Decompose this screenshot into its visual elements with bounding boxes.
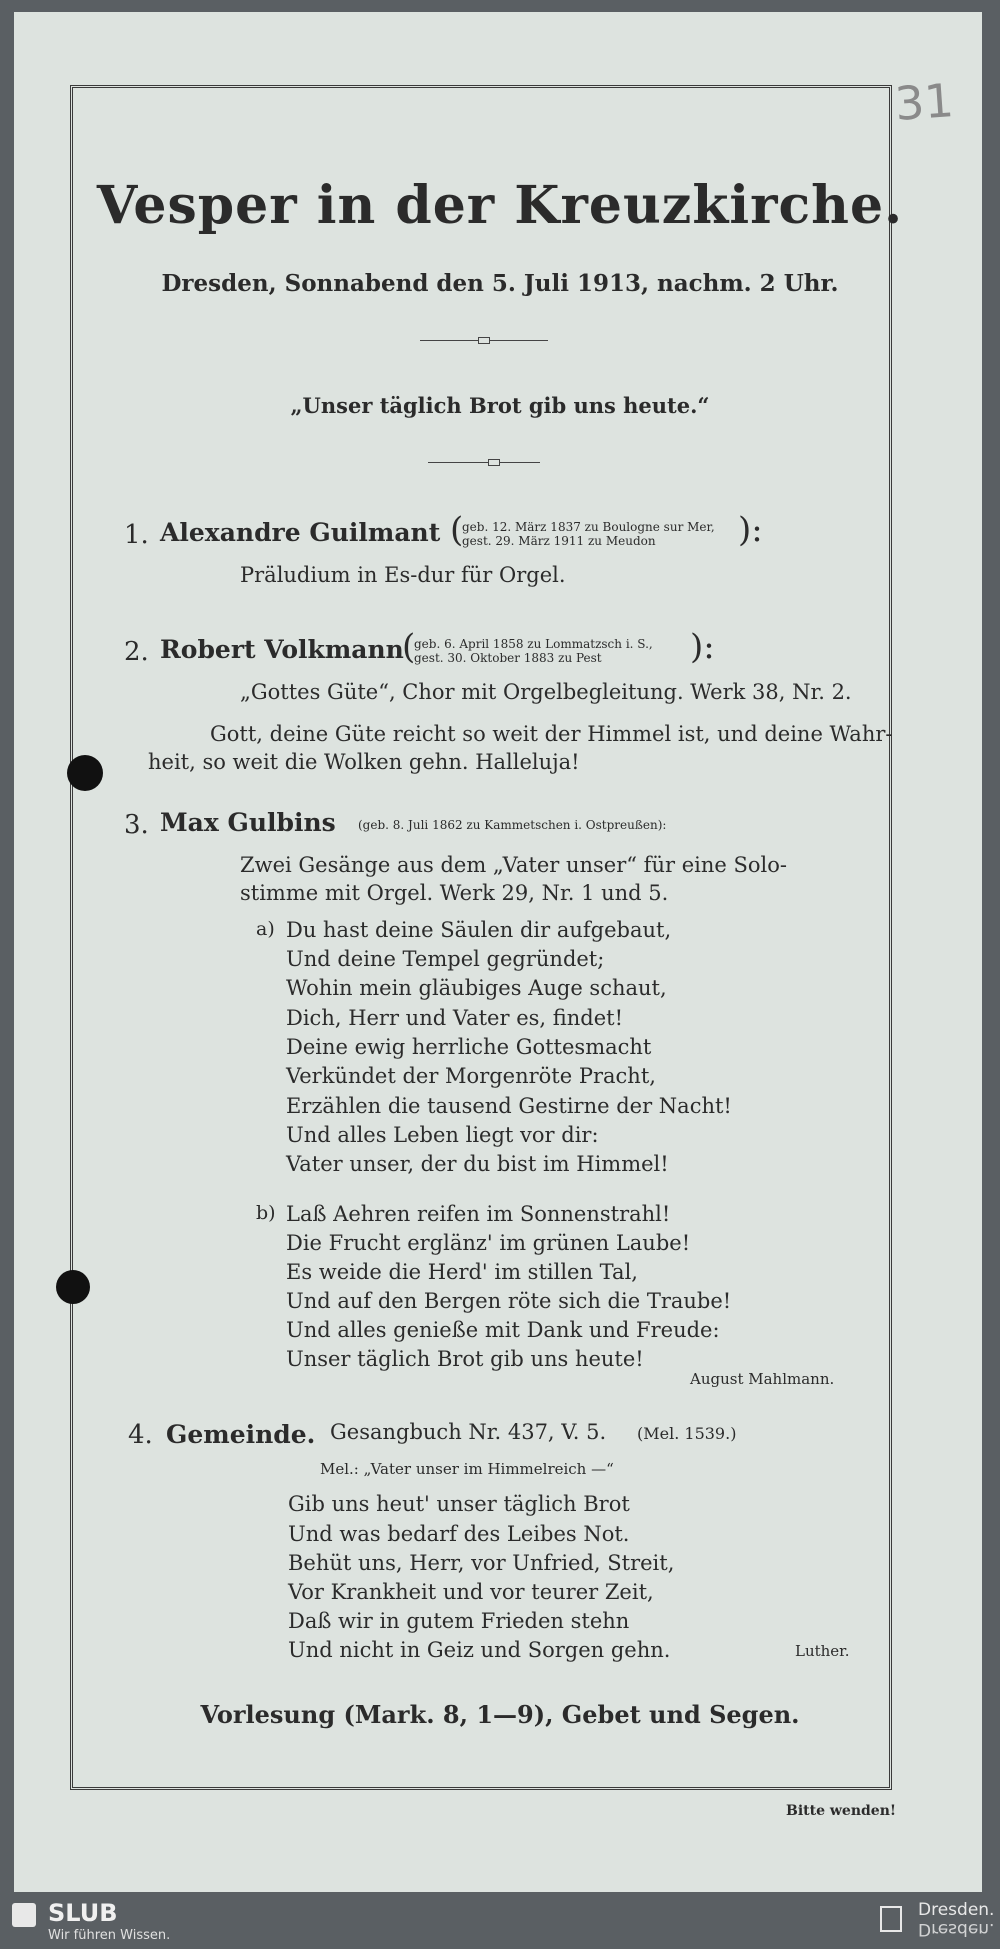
partner-name-mirrored: Dresden. bbox=[918, 1919, 995, 1939]
composer-life-line: gest. 29. März 1911 zu Meudon bbox=[462, 534, 656, 548]
slub-tagline: Wir führen Wissen. bbox=[48, 1928, 171, 1943]
hymn-line: Und nicht in Geiz und Sorgen gehn. bbox=[288, 1638, 671, 1662]
song-label: a) bbox=[256, 918, 275, 940]
work-title-line: stimme mit Orgel. Werk 29, Nr. 1 und 5. bbox=[240, 881, 669, 905]
composer-life-line: (geb. 8. Juli 1862 zu Kammetschen i. Ostpreußen): bbox=[358, 818, 667, 832]
ornament-divider bbox=[428, 462, 540, 463]
song-line: Deine ewig herrliche Gottesmacht bbox=[286, 1035, 652, 1059]
composer-name: Max Gulbins bbox=[160, 808, 336, 837]
song-label: b) bbox=[256, 1202, 276, 1224]
page-title: Vesper in der Kreuzkirche. bbox=[96, 175, 904, 236]
punch-hole-top bbox=[67, 755, 103, 791]
song-line: Laß Aehren reifen im Sonnenstrahl! bbox=[286, 1202, 671, 1226]
paren-close: ): bbox=[690, 627, 715, 667]
composer-life-line: geb. 6. April 1858 zu Lommatzsch i. S., bbox=[414, 637, 653, 651]
paren-open: ( bbox=[402, 627, 416, 667]
song-line: Wohin mein gläubiges Auge schaut, bbox=[286, 976, 667, 1000]
hymn-line: Vor Krankheit und vor teurer Zeit, bbox=[288, 1580, 654, 1604]
melody-number: (Mel. 1539.) bbox=[637, 1424, 737, 1443]
paren-close: ): bbox=[738, 510, 763, 550]
partner-name[interactable]: Dresden. bbox=[918, 1900, 995, 1920]
event-date-line: Dresden, Sonnabend den 5. Juli 1913, nachm. 2 Uhr. bbox=[161, 270, 839, 297]
song-line: Und auf den Bergen röte sich die Traube! bbox=[286, 1289, 732, 1313]
work-title: Präludium in Es-dur für Orgel. bbox=[240, 563, 566, 587]
turn-page-note: Bitte wenden! bbox=[786, 1803, 897, 1819]
hymn-author: Luther. bbox=[795, 1642, 850, 1660]
slub-logo-icon bbox=[12, 1903, 36, 1927]
composer-name: Alexandre Guilmant bbox=[160, 518, 441, 547]
song-line: Verkündet der Morgenröte Pracht, bbox=[286, 1064, 656, 1088]
closing-line: Vorlesung (Mark. 8, 1—9), Gebet und Segen. bbox=[200, 1700, 800, 1729]
work-text-line: Gott, deine Güte reicht so weit der Himmel ist, und deine Wahr- bbox=[210, 722, 893, 746]
composer-life-line: gest. 30. Oktober 1883 zu Pest bbox=[414, 651, 602, 665]
lyricist-credit: August Mahlmann. bbox=[690, 1370, 835, 1388]
ornament-divider-center bbox=[478, 337, 490, 344]
melody-reference: Mel.: „Vater unser im Himmelreich —“ bbox=[320, 1460, 614, 1478]
item-number: 3. bbox=[124, 810, 149, 840]
song-line: Vater unser, der du bist im Himmel! bbox=[286, 1152, 669, 1176]
item-number: 1. bbox=[124, 520, 149, 550]
hymn-line: Gib uns heut' unser täglich Brot bbox=[288, 1492, 630, 1516]
hymnal-reference: Gesangbuch Nr. 437, V. 5. bbox=[330, 1420, 607, 1444]
hymn-line: Daß wir in gutem Frieden stehn bbox=[288, 1609, 630, 1633]
item-number: 2. bbox=[124, 637, 149, 667]
item-number: 4. bbox=[128, 1420, 153, 1450]
dresden-crest-icon bbox=[880, 1906, 902, 1932]
hymn-line: Behüt uns, Herr, vor Unfried, Streit, bbox=[288, 1551, 675, 1575]
work-title-line: Zwei Gesänge aus dem „Vater unser“ für eine Solo- bbox=[240, 853, 787, 877]
motto: „Unser täglich Brot gib uns heute.“ bbox=[290, 393, 710, 418]
song-line: Und alles Leben liegt vor dir: bbox=[286, 1123, 599, 1147]
song-line: Du hast deine Säulen dir aufgebaut, bbox=[286, 918, 672, 942]
work-title: „Gottes Güte“, Chor mit Orgelbegleitung. Werk 38, Nr. 2. bbox=[240, 680, 852, 704]
song-line: Dich, Herr und Vater es, findet! bbox=[286, 1006, 624, 1030]
song-line: Und alles genieße mit Dank und Freude: bbox=[286, 1318, 720, 1342]
ornament-divider-center bbox=[488, 459, 500, 466]
slub-brand[interactable]: SLUB bbox=[48, 1899, 118, 1927]
song-line: Die Frucht erglänz' im grünen Laube! bbox=[286, 1231, 691, 1255]
section-heading: Gemeinde. bbox=[166, 1420, 316, 1449]
song-line: Es weide die Herd' im stillen Tal, bbox=[286, 1260, 638, 1284]
paren-open: ( bbox=[450, 510, 464, 550]
song-line: Unser täglich Brot gib uns heute! bbox=[286, 1347, 644, 1371]
work-text-line: heit, so weit die Wolken gehn. Halleluja! bbox=[148, 750, 580, 774]
hymn-line: Und was bedarf des Leibes Not. bbox=[288, 1522, 630, 1546]
punch-hole-bottom bbox=[56, 1270, 90, 1304]
song-line: Erzählen die tausend Gestirne der Nacht! bbox=[286, 1094, 732, 1118]
archive-mark: 31 bbox=[893, 73, 956, 131]
song-line: Und deine Tempel gegründet; bbox=[286, 947, 605, 971]
composer-life-line: geb. 12. März 1837 zu Boulogne sur Mer, bbox=[462, 520, 715, 534]
composer-name: Robert Volkmann bbox=[160, 635, 404, 664]
